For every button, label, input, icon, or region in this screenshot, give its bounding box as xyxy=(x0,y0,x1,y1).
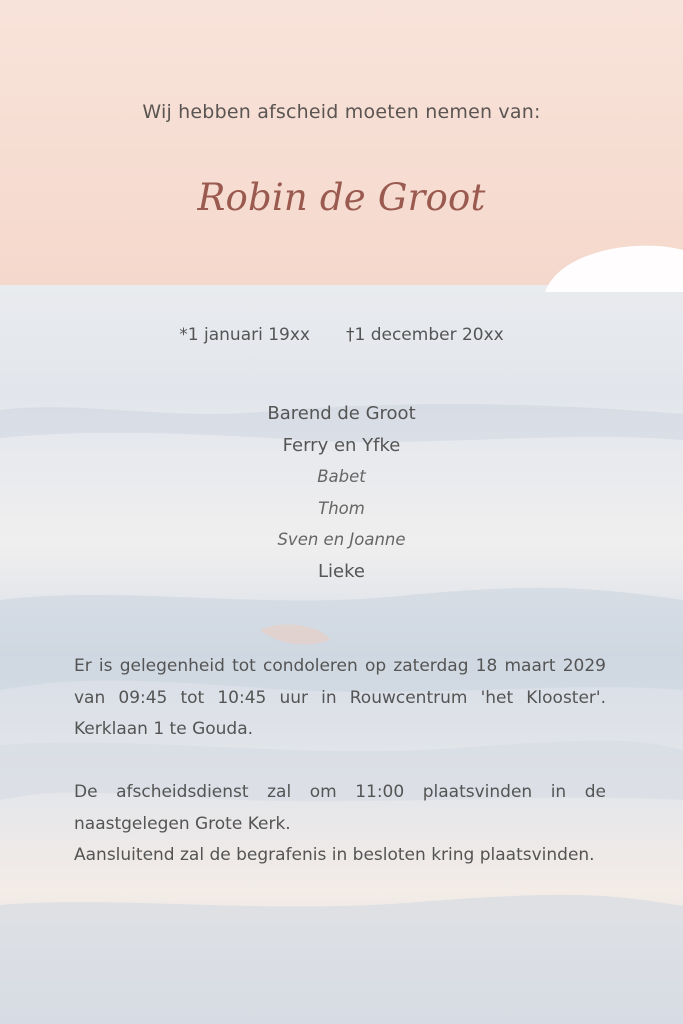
service-paragraph: De afscheidsdienst zal om 11:00 plaatsvinden in de naastgelegen Grote Kerk. xyxy=(74,782,606,834)
family-member: Sven en Joanne xyxy=(277,530,406,549)
life-dates xyxy=(0,325,683,345)
death-date: †1 december 20xx xyxy=(345,325,504,345)
burial-paragraph: Aansluitend zal de begrafenis in besloten kring plaatsvinden. xyxy=(74,845,595,865)
family-member: Barend de Groot xyxy=(267,403,416,424)
birth-date: *1 januari 19xx xyxy=(179,325,310,345)
family-member: Ferry en Yfke xyxy=(282,434,401,456)
deceased-name: Robin de Groot xyxy=(197,176,486,219)
family-list xyxy=(0,398,683,587)
intro-text: Wij hebben afscheid moeten nemen van: xyxy=(142,101,541,123)
family-member: Lieke xyxy=(318,560,365,582)
family-member: Babet xyxy=(317,467,366,486)
family-member: Thom xyxy=(318,498,365,518)
condolence-paragraph: Er is gelegenheid tot condoleren op zaterdag 18 maart 2029 van 09:45 tot 10:45 uur in Rouwcentrum 'het Klooster'. Kerklaan 1 te Gouda. xyxy=(74,656,606,739)
